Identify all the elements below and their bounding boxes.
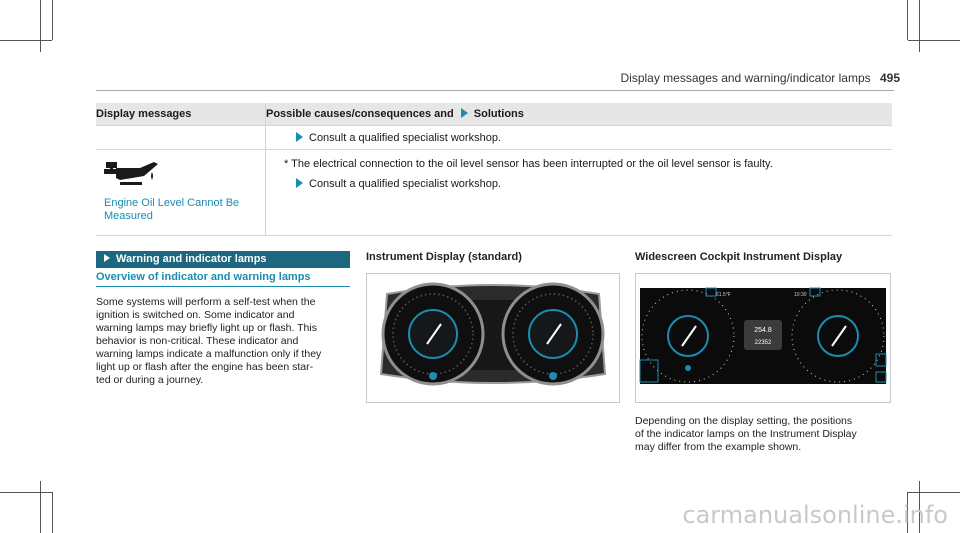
table-row (96, 126, 892, 150)
watermark-text: carmanualsonline.info (682, 501, 948, 529)
arrow-icon (104, 254, 110, 262)
instrument-cluster-graphic (367, 274, 619, 402)
message-line-1: Engine Oil Level Cannot Be (104, 197, 240, 209)
crop-mark (40, 481, 41, 533)
crop-mark (908, 40, 960, 41)
crop-mark (0, 40, 52, 41)
subsection-heading: Overview of indicator and warning lamps (96, 271, 350, 287)
page-number: 495 (879, 71, 900, 85)
arrow-icon (296, 132, 303, 142)
arrow-icon (296, 178, 303, 188)
solution-text: Consult a qualified specialist workshop. (309, 178, 501, 190)
solution-text: Consult a qualified specialist workshop. (309, 132, 501, 144)
clock-readout: 10:30 (794, 292, 807, 298)
figure-caption: Depending on the display setting, the positions of the indicator lamps on the Instrument Display may differ from the example shown. (635, 415, 857, 453)
widescreen-display-image (635, 273, 891, 403)
crop-mark (52, 492, 53, 533)
crop-mark (908, 492, 960, 493)
table-header-messages: Display messages (96, 103, 266, 126)
crop-mark (52, 0, 53, 40)
widescreen-display-title: Widescreen Cockpit Instrument Display (635, 251, 843, 263)
widescreen-cluster-graphic (636, 274, 890, 402)
display-messages-table (96, 103, 892, 236)
body-paragraph: Some systems will perform a self-test when the ignition is switched on. Some indicator and warning lamps may briefly light up or flash. This behavior is non-critical. These indicator and warning lamps indicate a malfunction only if they light up or flash after the engine has been star- ted or during a journey. (96, 296, 322, 386)
arrow-icon (461, 108, 468, 118)
crop-mark (40, 0, 41, 52)
message-line-2: Measured (104, 210, 153, 222)
header-title: Display messages and warning/indicator lamps (620, 71, 871, 85)
table-row (96, 150, 892, 236)
standard-display-title: Instrument Display (standard) (366, 251, 522, 263)
crop-mark (907, 0, 908, 40)
table-header-solutions: Possible causes/consequences and Solutions (266, 103, 893, 126)
crop-mark (0, 492, 52, 493)
odometer-readout: 22352 (754, 340, 772, 346)
cause-text: * The electrical connection to the oil level sensor has been interrupted or the oil level sensor is faulty. (284, 158, 773, 170)
running-header (621, 71, 901, 85)
crop-mark (919, 0, 920, 52)
standard-display-image (366, 273, 620, 403)
trip-readout: 254.8 (754, 327, 772, 334)
oil-can-icon (104, 158, 162, 188)
section-heading: Warning and indicator lamps (96, 251, 350, 268)
header-rule (96, 90, 894, 91)
temperature-readout: 61.5°F (716, 292, 731, 298)
